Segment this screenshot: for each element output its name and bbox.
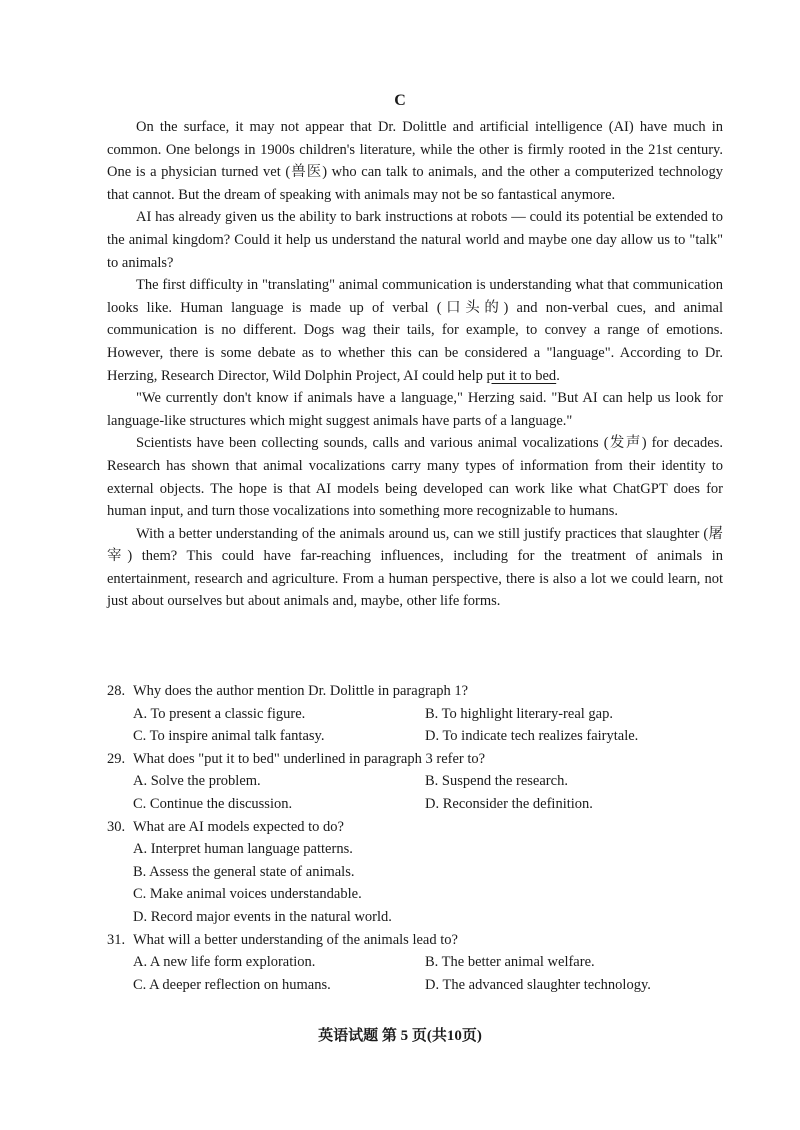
- question-number: 28.: [107, 683, 126, 699]
- option-b: B. Suspend the research.: [425, 773, 568, 790]
- section-heading: C: [394, 92, 406, 109]
- option-a: A. Solve the problem.: [133, 773, 261, 790]
- option-c: C. A deeper reflection on humans.: [133, 976, 331, 993]
- paragraph-6: With a better understanding of the animals around us, can we still justify practices that slaughter (屠宰) them? This could have far-reaching influences, including for the treatment of animals in entertainment, research and agriculture. From a human perspective, there is also a lot we could learn, not just about ourselves but about animals and, maybe, other life forms.: [107, 525, 723, 610]
- option-c: C. Make animal voices understandable.: [133, 886, 362, 903]
- question-number: 29.: [107, 750, 126, 767]
- option-c: C. To inspire animal talk fantasy.: [133, 728, 325, 745]
- question-number: 30.: [107, 818, 126, 835]
- option-d: D. Reconsider the definition.: [425, 795, 593, 812]
- option-d: D. Record major events in the natural world.: [133, 908, 392, 925]
- reading-passage: [107, 116, 723, 613]
- option-d: D. The advanced slaughter technology.: [425, 976, 651, 993]
- option-d: D. To indicate tech realizes fairytale.: [425, 728, 639, 745]
- option-a: A. To present a classic figure.: [133, 705, 306, 722]
- paragraph-5: Scientists have been collecting sounds, calls and various animal vocalizations (发声) for decades. Research has shown that animal vocalizations carry many types of information from their identity to external objects. The hope is that AI models being developed can work like what ChatGPT does for human input, and turn those vocalizations into something more recognizable to humans.: [107, 435, 723, 520]
- question-31: [107, 929, 723, 997]
- question-list: [107, 680, 723, 996]
- question-number: 31.: [107, 931, 126, 948]
- option-a: A. Interpret human language patterns.: [133, 841, 353, 858]
- question-stem: What are AI models expected to do?: [133, 818, 344, 835]
- underlined-phrase: put it to bed: [486, 367, 557, 384]
- paragraph-2: AI has already given us the ability to bark instructions at robots — could its potential be extended to the animal kingdom? Could it help us understand the natural world and maybe one day allow us to "talk" to animals?: [107, 209, 723, 271]
- paragraph-3-end: .: [556, 367, 560, 384]
- question-28: [107, 680, 723, 748]
- question-stem: What will a better understanding of the animals lead to?: [133, 931, 458, 948]
- question-30: [107, 816, 723, 929]
- question-stem: What does "put it to bed" underlined in paragraph 3 refer to?: [133, 750, 486, 767]
- paragraph-3: [107, 274, 723, 387]
- option-c: C. Continue the discussion.: [133, 795, 293, 812]
- option-b: B. Assess the general state of animals.: [133, 863, 355, 880]
- option-b: B. The better animal welfare.: [425, 954, 595, 971]
- page-footer: 英语试题 第 5 页(共10页): [318, 1028, 482, 1044]
- paragraph-4: "We currently don't know if animals have a language," Herzing said. "But AI can help us look for language-like structures which might suggest animals have parts of a language.": [107, 390, 723, 429]
- question-29: [107, 748, 723, 816]
- paragraph-3-text: The first difficulty in "translating" animal communication is understanding what that communication looks like. Human language is made up of verbal (口头的) and non-verbal cues, and animal communication is no different. Dogs wag their tails, for example, to convey a range of emotions. However, there is some debate as to whether this can be considered a "language". According to Dr. Herzing, Research Director, Wild Dolphin Project, AI could help: [107, 277, 723, 384]
- option-a: A. A new life form exploration.: [133, 954, 316, 971]
- option-b: B. To highlight literary-real gap.: [425, 705, 613, 722]
- question-stem: Why does the author mention Dr. Dolittle in paragraph 1?: [133, 683, 469, 699]
- paragraph-1: On the surface, it may not appear that Dr. Dolittle and artificial intelligence (AI) have much in common. One belongs in 1900s children's literature, while the other is firmly rooted in the 21st century. One is a physician turned vet (兽医) who can talk to animals, and the other a computerized technology that cannot. But the dream of speaking with animals may not be so fantastical anymore.: [107, 119, 723, 203]
